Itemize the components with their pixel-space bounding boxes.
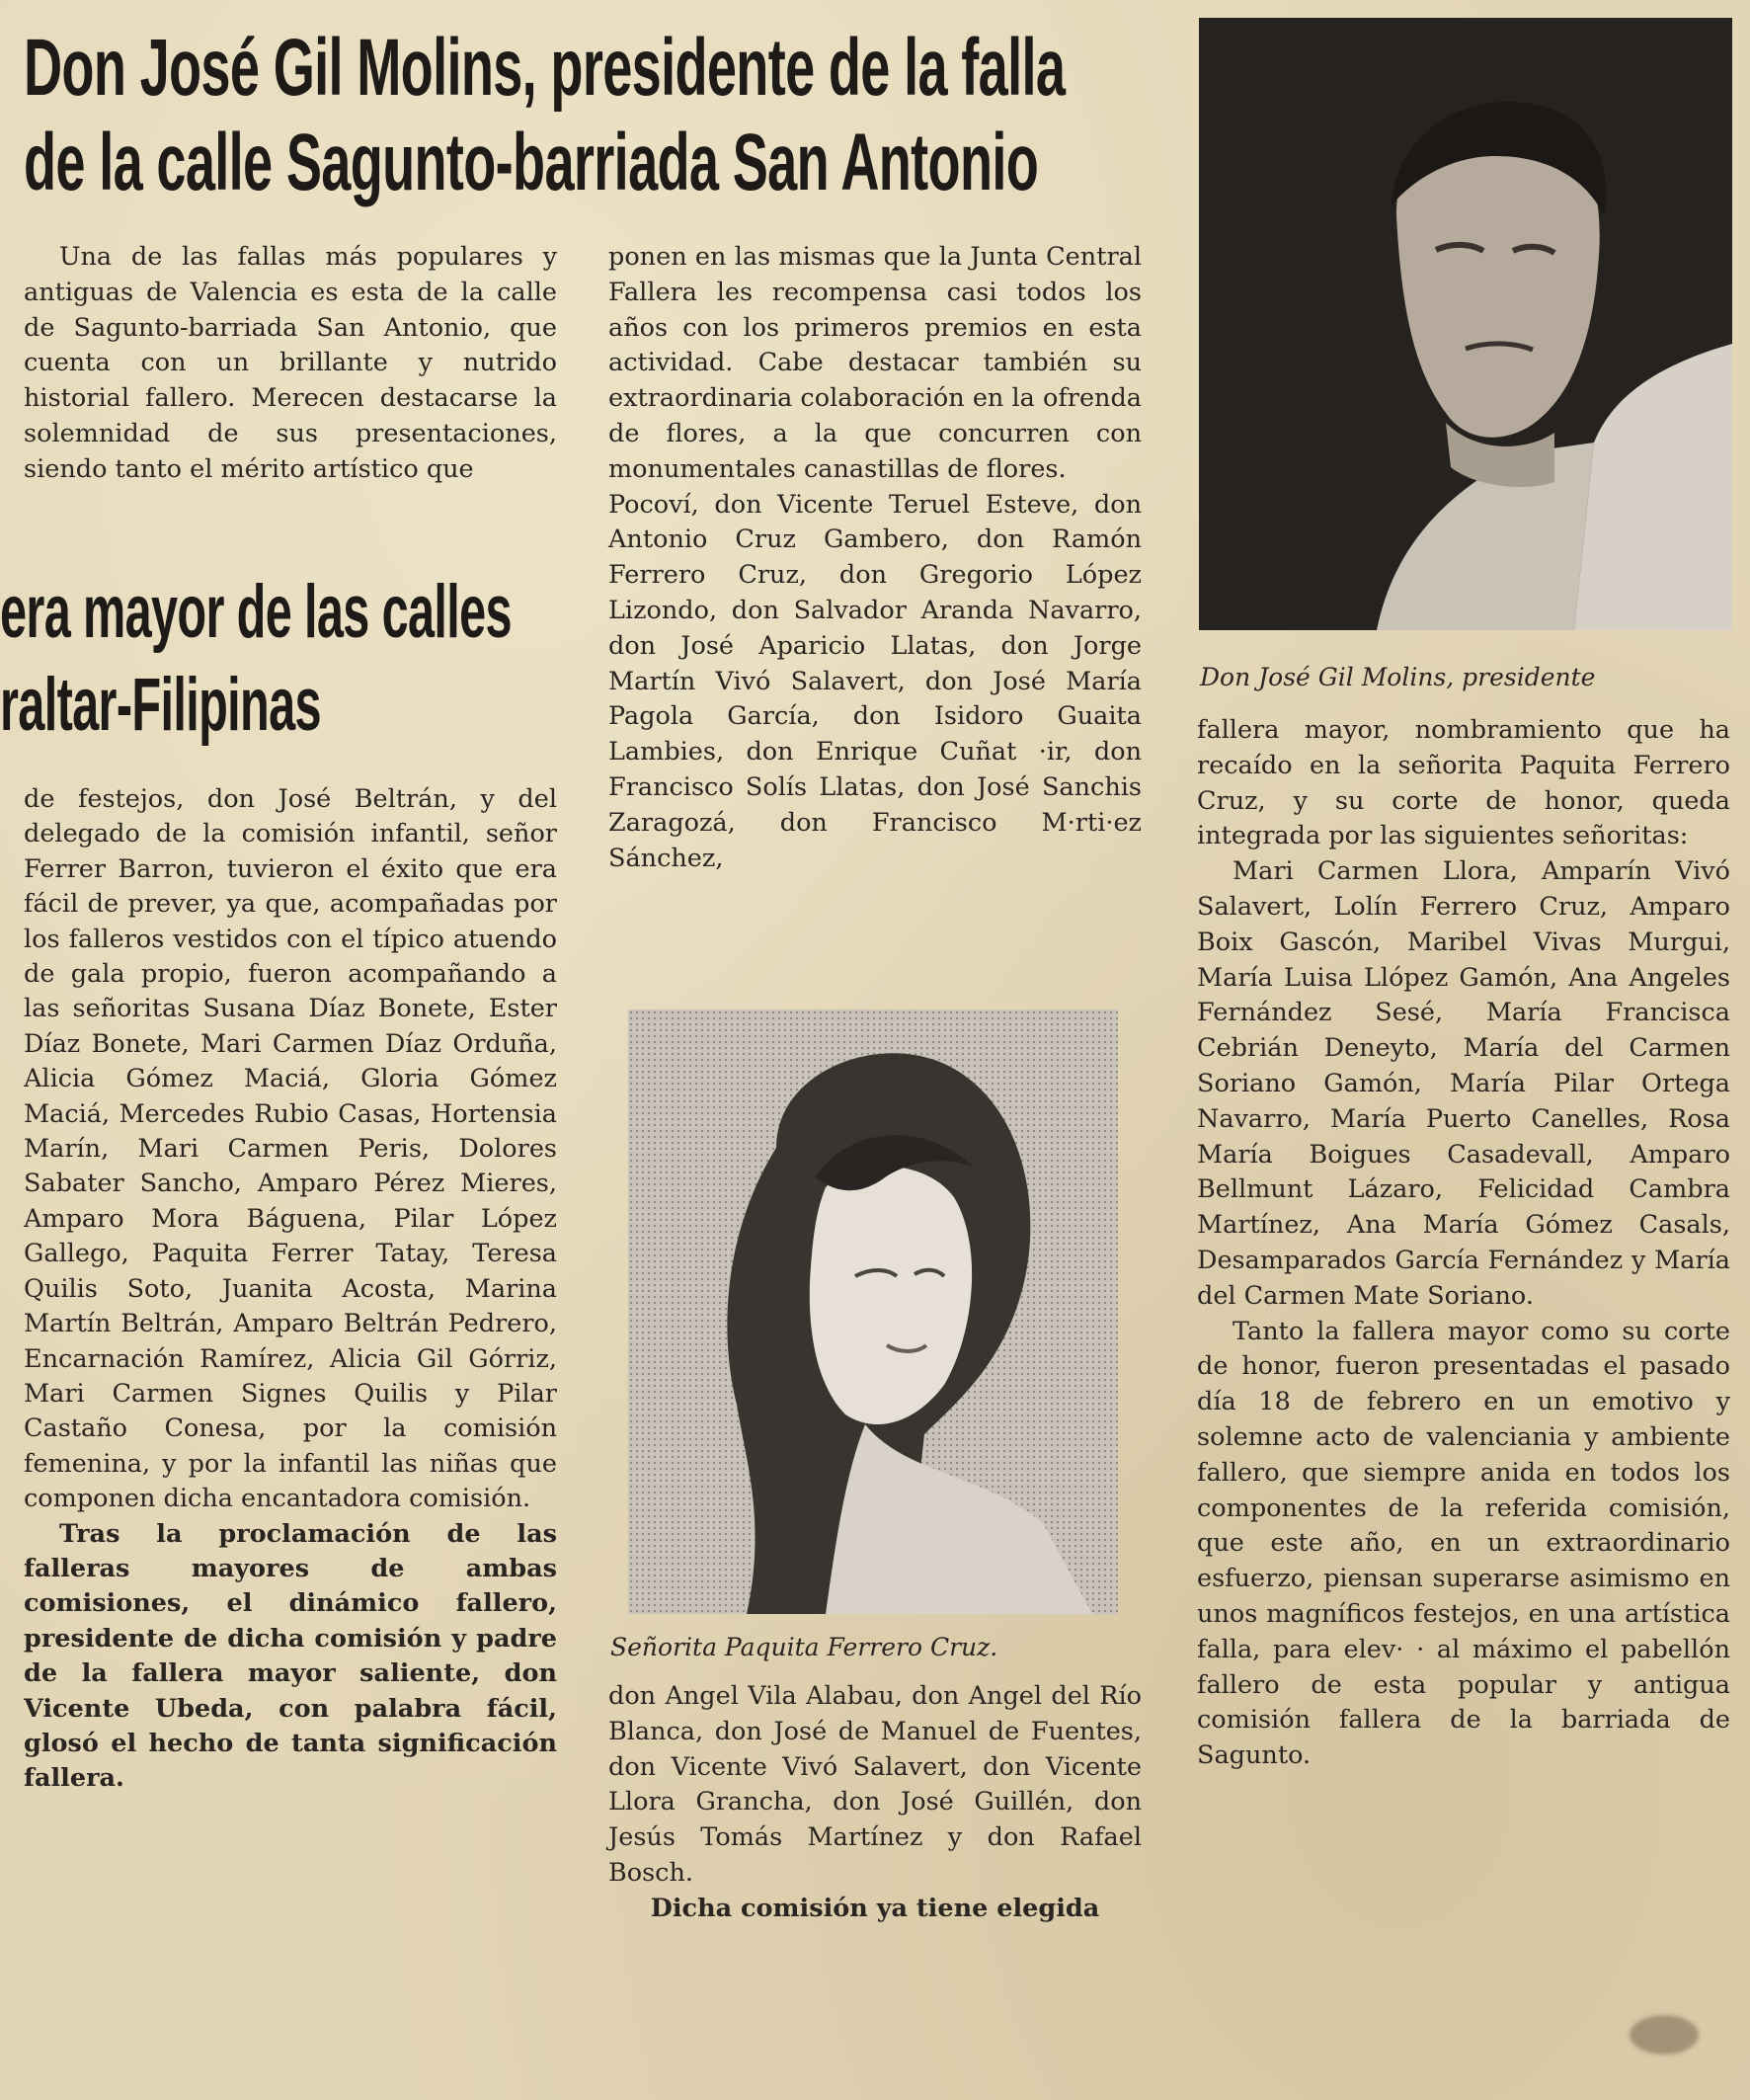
committee-chose-text: Dicha comisión ya tiene elegida (650, 1893, 1100, 1923)
second-article-body: de festejos, don José Beltrán, y del delegado de la comisión infantil, señor Ferrer Barron, tuvieron el éxito que era fácil de prever, ya que, acompañadas por los falleros vestidos con el típico atuendo de gala propio, fueron acompañando a las señoritas Susana Díaz Bonete, Ester Díaz Bonete, Mari Carmen Díaz Orduña, Alicia Gómez Maciá, Gloria Gómez Maciá, Mercedes Rubio Casas, Hortensia Marín, Mari Carmen Peris, Dolores Sabater Sancho, Amparo Pérez Mieres, Amparo Mora Báguena, Pilar López Gallego, Paquita Ferrer Tatay, Teresa Quilis Soto, Juanita Acosta, Marina Martín Beltrán, Amparo Beltrán Pedrero, Encarnación Ramírez, Alicia Gil Górriz, Mari Carmen Signes Quilis y Pilar Castaño Conesa, por la comisión femenina, y por la infantil las niñas que componen dicha encantadora comisión. (24, 784, 557, 1514)
headline-line-1: Don José Gil Molins, presidente de la falla (24, 23, 1066, 113)
more-committee-names: don Angel Vila Alabau, don Angel del Río Blanca, don José de Manuel de Fuentes, don Vicente Vivó Salavert, don Vicente Llora Grancha, don José Guillén, don Jesús Tomás Martínez y don Rafael Bosch. (608, 1681, 1142, 1888)
court-of-honor-list: Mari Carmen Llora, Amparín Vivó Salavert, Lolín Ferrero Cruz, Amparo Boix Gascón, Maribel Vivas Murgui, María Luisa Llópez Gamón, Ana Angeles Fernández Sesé, María Francisca Cebrián Deneyto, María del Carmen Soriano Gamón, María Pilar Ortega Navarro, María Puerto Canelles, Rosa María Boigues Casadevall, Amparo Bellmunt Lázaro, Felicidad Cambra Martínez, Ana María Gómez Casals, Desamparados García Fernández y María del Carmen Mate Soriano. (1197, 856, 1730, 1311)
fallera-mayor-paragraph: fallera mayor, nombramiento que ha recaído en la señorita Paquita Ferrero Cruz, y su corte de honor, queda integrada por las siguientes señoritas: (1197, 715, 1730, 851)
man-photo-caption: Don José Gil Molins, presidente (1200, 663, 1596, 691)
woman-portrait-icon (628, 1010, 1118, 1614)
ink-smudge (1630, 2015, 1699, 2055)
second-headline-line-2: raltar-Filipinas (0, 663, 321, 747)
presentation-paragraph: Tanto la fallera mayor como su corte de honor, fueron presentadas el pasado día 18 de febrero en un emotivo y solemne acto de valenciania y ambiente fallero, que siempre anida en todos los componentes de la referida comisión, que este año, en un extraordinario esfuerzo, piensan superarse asimismo en unos magníficos festejos, en una artística falla, para elev· · al máximo el pabellón fallero de esta popular y antigua comisión fallera de la barriada de Sagunto. (1197, 1316, 1730, 1771)
committee-names-list: Pocoví, don Vicente Teruel Esteve, don Antonio Cruz Gambero, don Ramón Ferrero Cruz, don Gregorio López Lizondo, don Salvador Aranda Navarro, don José Aparicio Llatas, don Jorge Martín Vivó Salavert, don José María Pagola García, don Isidoro Guaita Lambies, don Enrique Cuñat ·ir, don Francisco Solís Llatas, don José Sanchis Zaragozá, don Francisco M·rti·ez Sánchez, (608, 489, 1142, 873)
second-article-closing: Tras la proclamación de las falleras mayores de ambas comisiones, el dinámico fallero, presidente de dicha comisión y padre de la fallera mayor saliente, don Vicente Ubeda, con palabra fácil, glosó el hecho de tanta significación fallera. (24, 1518, 557, 1794)
article-column-2-bottom (608, 1679, 1142, 1927)
article-intro-paragraph: Una de las fallas más populares y antiguas de Valencia es esta de la calle de Sagunto-barriada San Antonio, que cuenta con un brillante y nutrido historial fallero. Merecen destacarse la solemnidad de sus presentaciones, siendo tanto el mérito artístico que (24, 242, 557, 484)
article-column-2-top (608, 240, 1142, 876)
man-portrait-photo (1199, 18, 1732, 630)
article-column-3 (1197, 713, 1730, 1774)
headline-line-2: de la calle Sagunto-barriada San Antonio (24, 118, 1039, 207)
man-portrait-icon (1199, 18, 1732, 630)
flower-offering-paragraph: ponen en las mismas que la Junta Central Fallera les recompensa casi todos los años con los primeros premios en esta actividad. Cabe destacar también su extraordinaria colaboración en la ofrenda de flores, a la que concurren con monumentales canastillas de flores. (608, 242, 1142, 484)
article-column-1-top (24, 240, 557, 488)
second-headline-line-1: era mayor de las calles (0, 570, 512, 654)
woman-portrait-photo (628, 1010, 1118, 1614)
woman-photo-caption: Señorita Paquita Ferrero Cruz. (610, 1633, 998, 1661)
second-article-column (24, 782, 557, 1797)
